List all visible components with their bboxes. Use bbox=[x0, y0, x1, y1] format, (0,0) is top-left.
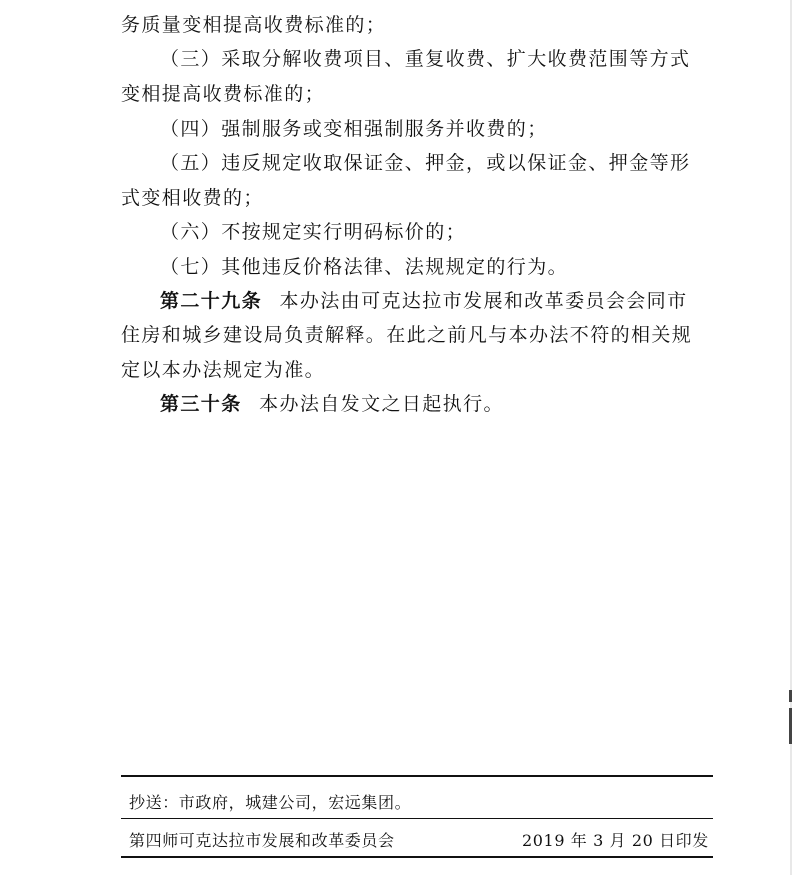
body-line: 式变相收费的； bbox=[121, 187, 264, 209]
footer-rule-bottom bbox=[121, 856, 713, 858]
list-item-7: （七）其他违反价格法律、法规规定的行为。 bbox=[160, 256, 569, 278]
article-29-label: 第二十九条 bbox=[160, 290, 263, 312]
list-item-5: （五）违反规定收取保证金、押金，或以保证金、押金等形 bbox=[160, 152, 691, 174]
list-item-4: （四）强制服务或变相强制服务并收费的； bbox=[160, 118, 548, 140]
article-29-line: 住房和城乡建设局负责解释。在此之前凡与本办法不符的相关规 bbox=[121, 324, 693, 346]
article-29-text: 本办法由可克达拉市发展和改革委员会会同市 bbox=[279, 290, 688, 312]
article-29 bbox=[160, 289, 687, 313]
article-29-line: 定以本办法规定为准。 bbox=[121, 359, 326, 381]
issuer: 第四师可克达拉市发展和改革委员会 bbox=[129, 831, 395, 850]
cc-line: 抄送：市政府，城建公司，宏远集团。 bbox=[129, 793, 412, 812]
footer-rule-top bbox=[121, 775, 713, 777]
footer-rule-middle bbox=[121, 818, 713, 819]
list-item-6: （六）不按规定实行明码标价的； bbox=[160, 221, 467, 243]
article-30-text: 本办法自发文之日起执行。 bbox=[259, 393, 504, 415]
list-item-3: （三）采取分解收费项目、重复收费、扩大收费范围等方式 bbox=[160, 48, 691, 70]
article-30 bbox=[160, 392, 504, 416]
body-line: 变相提高收费标准的； bbox=[121, 83, 326, 105]
body-line: 务质量变相提高收费标准的； bbox=[121, 14, 387, 36]
article-30-label: 第三十条 bbox=[160, 393, 242, 415]
issue-date: 2019 年 3 月 20 日印发 bbox=[522, 831, 709, 850]
